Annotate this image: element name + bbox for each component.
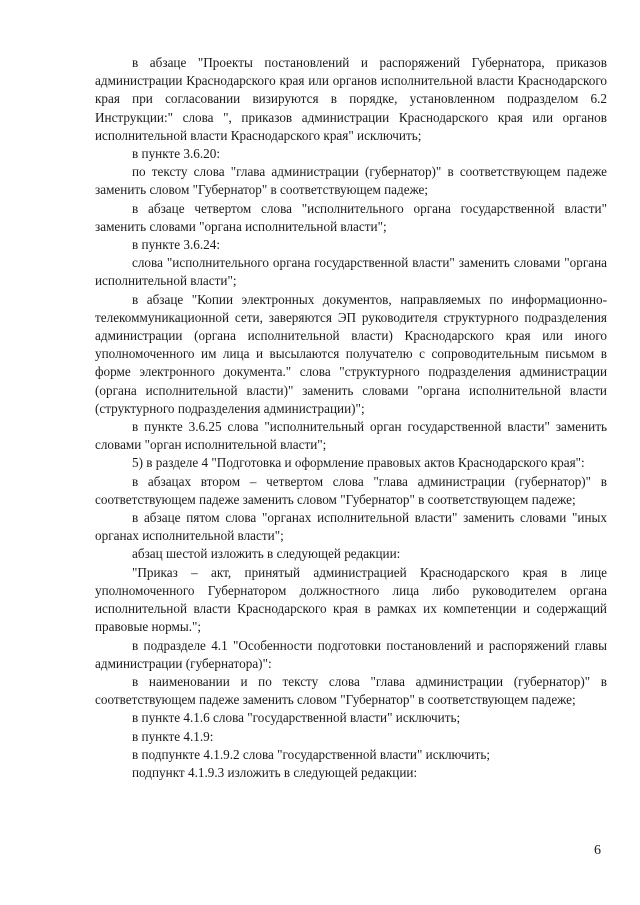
paragraph: по тексту слова "глава администрации (губернатор)" в соответствующем падеже заменить словом "Губернатор" в соответствующем падеже; (95, 164, 607, 198)
paragraph: 5) в разделе 4 "Подготовка и оформление правовых актов Краснодарского края": (132, 455, 585, 471)
paragraph: в абзаце четвертом слова "исполнительного органа государственной власти" заменить словами "органа исполнительной власти"; (95, 200, 607, 234)
page-number: 6 (594, 843, 601, 858)
paragraph: в пункте 4.1.9: (132, 728, 214, 744)
paragraph: абзац шестой изложить в следующей редакции: (132, 546, 401, 562)
paragraph: в абзаце "Проекты постановлений и распоряжений Губернатора, приказов администрации Краснодарского края или органов исполнительной власти Краснодарского края при согласовании визируются в порядке, установленном подразделом 6.2 Инструкции:" слова ", приказов администрации Краснодарского края или органов исполнительной власти Краснодарского края" исключить; (95, 55, 607, 143)
paragraph: подпункт 4.1.9.3 изложить в следующей редакции: (132, 764, 418, 780)
paragraph: слова "исполнительного органа государственной власти" заменить словами "органа исполнительной власти"; (95, 255, 607, 289)
paragraph: "Приказ – акт, принятый администрацией Краснодарского края в лице уполномоченного Губернатором должностного лица либо руководителем органа исполнительной власти Краснодарского края в рамках их компетенции и содержащий правовые нормы."; (95, 564, 607, 635)
paragraph: в подпункте 4.1.9.2 слова "государственной власти" исключить; (132, 746, 491, 762)
paragraph: в абзаце пятом слова "органах исполнительной власти" заменить словами "иных органах исполнительной власти"; (95, 510, 607, 544)
paragraph: в подразделе 4.1 "Особенности подготовки постановлений и распоряжений главы администрации (губернатора)": (95, 637, 607, 671)
paragraph: в абзацах втором – четвертом слова "глава администрации (губернатор)" в соответствующем падеже заменить словом "Губернатор" в соответствующем падеже; (95, 473, 607, 507)
paragraph: в абзаце "Копии электронных документов, направляемых по информационно-телекоммуникационной сети, заверяются ЭП руководителя структурного подразделения администрации (органа исполнительной власти) Краснодарского края или иного уполномоченного им лица и высылаются получателю с сопроводительным письмом в форме электронного документа." слова "структурного подразделения администрации (органа исполнительной власти)" заменить словами "органа исполнительной власти (структурного подразделения администрации)"; (95, 291, 607, 416)
paragraph: в наименовании и по тексту слова "глава администрации (губернатор)" в соответствующем падеже заменить словом "Губернатор" в соответствующем падеже; (95, 673, 607, 708)
paragraph: в пункте 3.6.24: (132, 237, 221, 253)
document-body (95, 54, 607, 782)
paragraph: в пункте 3.6.20: (132, 146, 221, 162)
paragraph: в пункте 3.6.25 слова "исполнительный орган государственной власти" заменить словами "орган исполнительной власти"; (95, 419, 607, 453)
paragraph: в пункте 4.1.6 слова "государственной власти" исключить; (132, 710, 461, 726)
